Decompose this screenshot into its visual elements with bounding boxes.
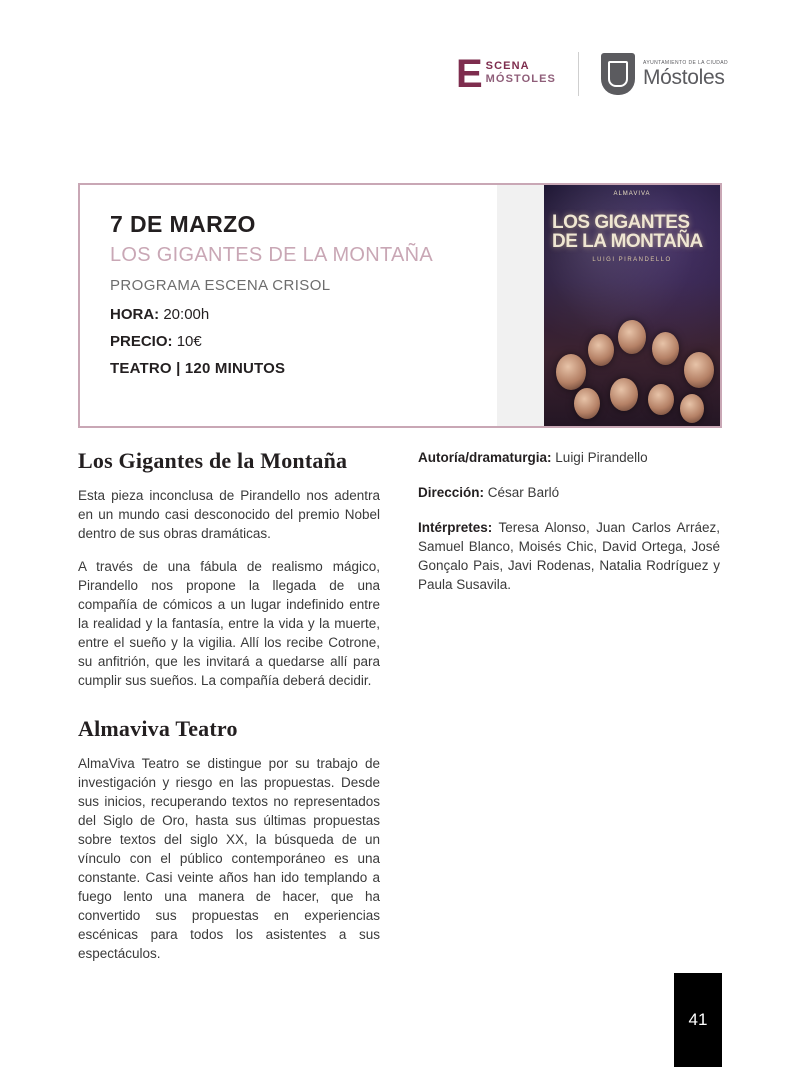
poster-faces-group	[544, 306, 720, 426]
ayuntamiento-subtitle: AYUNTAMIENTO DE LA CIUDAD	[642, 59, 728, 66]
escena-mostoles-logo	[455, 52, 556, 96]
company-paragraph-1: AlmaViva Teatro se distingue por su trabajo de investigación y riesgo en las propuestas. Desde sus inicios, recuperando textos no representados del Siglo de Oro, hasta sus últimas propuestas sobre textos del siglo XX, la búsqueda de un vínculo con el público contemporáneo es una constante. Casi veinte años han ido templando a fuego lento una manera de hacer, que ha convertido sus propuestas en experiencias escénicas para todos los asistentes a sus espectáculos.	[78, 756, 380, 961]
event-date: 7 DE MARZO	[110, 211, 256, 237]
event-time-value: 20:00h	[163, 306, 210, 323]
content-right-column	[418, 448, 720, 977]
event-price-label: PRECIO:	[110, 333, 173, 350]
ayuntamiento-mostoles-logo	[601, 53, 728, 95]
section-title-show: Los Gigantes de la Montaña	[78, 448, 348, 473]
credit-row	[418, 483, 720, 502]
credit-value: Luigi Pirandello	[555, 450, 648, 465]
escena-logo-letter: E	[455, 52, 482, 96]
poster-company-name: ALMAVIVA	[613, 191, 651, 197]
credit-value: Teresa Alonso, Juan Carlos Arráez, Samuel Blanco, Moisés Chic, David Ortega, José Gonçalo Pais, Javi Rodenas, Natalia Rodríguez y Paula Susavila.	[418, 520, 721, 592]
escena-logo-line1: SCENA	[485, 60, 530, 72]
credit-row	[418, 518, 720, 594]
event-price-row	[110, 333, 544, 350]
header-divider	[578, 52, 579, 96]
event-price-value: 10€	[176, 333, 202, 350]
event-time-row	[110, 306, 544, 323]
poster-face	[684, 352, 714, 388]
poster-face	[610, 378, 638, 411]
poster-face	[652, 332, 679, 365]
page-number: 41	[674, 973, 722, 1067]
page-header	[456, 52, 728, 96]
poster-author: LUIGI PIRANDELLO	[592, 257, 672, 263]
poster-face	[648, 384, 674, 415]
event-time-label: HORA:	[110, 306, 160, 323]
article-content	[78, 448, 722, 977]
event-card	[78, 183, 722, 428]
ayuntamiento-name: Móstoles	[642, 65, 725, 89]
poster-face	[556, 354, 586, 390]
coat-of-arms-icon	[601, 53, 635, 95]
event-card-details	[80, 185, 544, 426]
credit-label: Autoría/dramaturgia:	[418, 450, 552, 465]
credit-value: César Barló	[487, 485, 560, 500]
event-title: LOS GIGANTES DE LA MONTAÑA	[110, 244, 434, 266]
poster-face	[574, 388, 600, 419]
credit-row	[418, 448, 720, 467]
event-program: PROGRAMA ESCENA CRISOL	[110, 277, 331, 294]
event-poster-image	[544, 185, 720, 426]
poster-face	[588, 334, 614, 366]
escena-logo-line2: MÓSTOLES	[485, 73, 556, 85]
event-type: TEATRO | 120 MINUTOS	[110, 360, 286, 377]
credit-label: Intérpretes:	[418, 520, 493, 535]
poster-face	[680, 394, 704, 423]
poster-face	[618, 320, 646, 354]
show-paragraph-2: A través de una fábula de realismo mágico, Pirandello nos propone la llegada de una compañía de cómicos a un lugar indefinido entre la realidad y la fantasía, entre la vida y la muerte, entre el sueño y la vigilia. Allí los recibe Cotrone, su anfitrión, que les invitará a quedarse allí para cumplir sus sueños. La compañía deberá decidir.	[78, 559, 380, 688]
credit-label: Dirección:	[418, 485, 485, 500]
section-title-company: Almaviva Teatro	[78, 716, 238, 741]
content-left-column	[78, 448, 380, 977]
show-paragraph-1: Esta pieza inconclusa de Pirandello nos adentra en un mundo casi desconocido del premio Nobel dentro de sus obras dramáticas.	[78, 488, 380, 541]
poster-title: LOS GIGANTES DE LA MONTAÑA	[552, 212, 703, 252]
